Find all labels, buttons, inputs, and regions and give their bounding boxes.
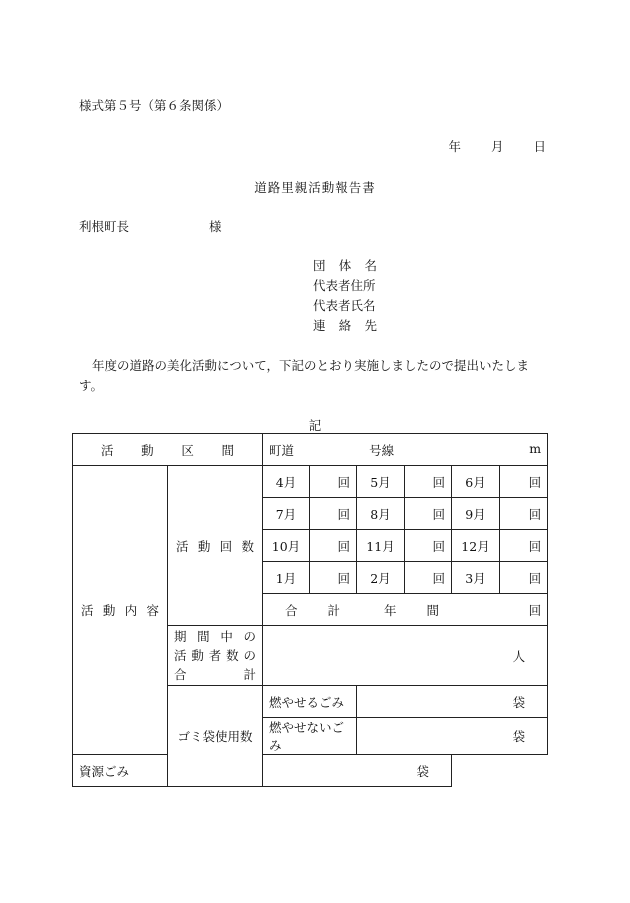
rep-name-label: 代表者氏名 (313, 298, 376, 313)
month-cell: 6月 (452, 466, 500, 498)
count-cell[interactable]: 回 (405, 562, 452, 594)
addressee (79, 217, 222, 235)
month-cell: 1月 (263, 562, 310, 594)
group-name-label: 団 体 名 (313, 258, 377, 273)
count-cell[interactable]: 回 (500, 466, 548, 498)
section-row (73, 434, 548, 466)
month-cell: 7月 (263, 498, 310, 530)
count-cell[interactable]: 回 (500, 498, 548, 530)
count-cell[interactable]: 回 (310, 562, 357, 594)
month-cell: 11月 (357, 530, 405, 562)
bag-row (73, 755, 548, 787)
month-cell: 2月 (357, 562, 405, 594)
month-cell: 4月 (263, 466, 310, 498)
participants-value-cell[interactable]: 人 (263, 626, 548, 686)
bag-count-cell[interactable]: 袋 (263, 755, 452, 787)
count-cell[interactable]: 回 (405, 498, 452, 530)
applicant-block (313, 256, 377, 336)
bag-count-cell[interactable]: 袋 (357, 686, 548, 718)
count-cell[interactable]: 回 (500, 562, 548, 594)
count-cell[interactable]: 回 (310, 530, 357, 562)
date-line (422, 137, 546, 155)
addressee-honorific: 様 (209, 219, 222, 234)
count-label-cell: 活 動 回 数 (168, 466, 263, 626)
participants-label-cell: 期 間 中 の 活 動 者 数 の 合 計 (168, 626, 263, 686)
month-cell: 8月 (357, 498, 405, 530)
month-cell: 10月 (263, 530, 310, 562)
form-number: 様式第５号（第６条関係） (79, 98, 230, 113)
count-cell[interactable]: 回 (310, 466, 357, 498)
contact-label: 連 絡 先 (313, 318, 377, 333)
report-table (72, 433, 548, 787)
ki-label: 記 (308, 418, 322, 433)
body-text: 年度の道路の美化活動について，下記のとおり実施しましたので提出いたします。 (79, 358, 530, 393)
section-value-cell[interactable]: 町道 号線 m (263, 434, 548, 466)
month-cell: 3月 (452, 562, 500, 594)
month-cell: 5月 (357, 466, 405, 498)
addressee-name: 利根町長 (79, 219, 130, 234)
count-cell[interactable]: 回 (500, 530, 548, 562)
content-label-cell: 活 動 内 容 (73, 466, 168, 755)
month-cell: 12月 (452, 530, 500, 562)
bag-count-cell[interactable]: 袋 (357, 718, 548, 755)
month-cell: 9月 (452, 498, 500, 530)
date-year: 年 (448, 139, 461, 154)
date-month: 月 (490, 139, 504, 154)
bags-label-cell: ゴミ袋使用数 (168, 686, 263, 787)
annual-total-cell[interactable]: 合 計 年 間 回 (263, 594, 548, 626)
rep-address-label: 代表者住所 (313, 278, 376, 293)
count-cell[interactable]: 回 (310, 498, 357, 530)
count-cell[interactable]: 回 (405, 466, 452, 498)
bag-type-cell: 燃やせるごみ (263, 686, 357, 718)
count-cell[interactable]: 回 (405, 530, 452, 562)
date-day: 日 (533, 139, 546, 154)
section-label-cell: 活 動 区 間 (73, 434, 263, 466)
bag-type-cell: 資源ごみ (73, 755, 263, 787)
months-row (73, 466, 548, 498)
document-title: 道路里親活動報告書 (254, 180, 376, 195)
bag-type-cell: 燃やせないごみ (263, 718, 357, 755)
